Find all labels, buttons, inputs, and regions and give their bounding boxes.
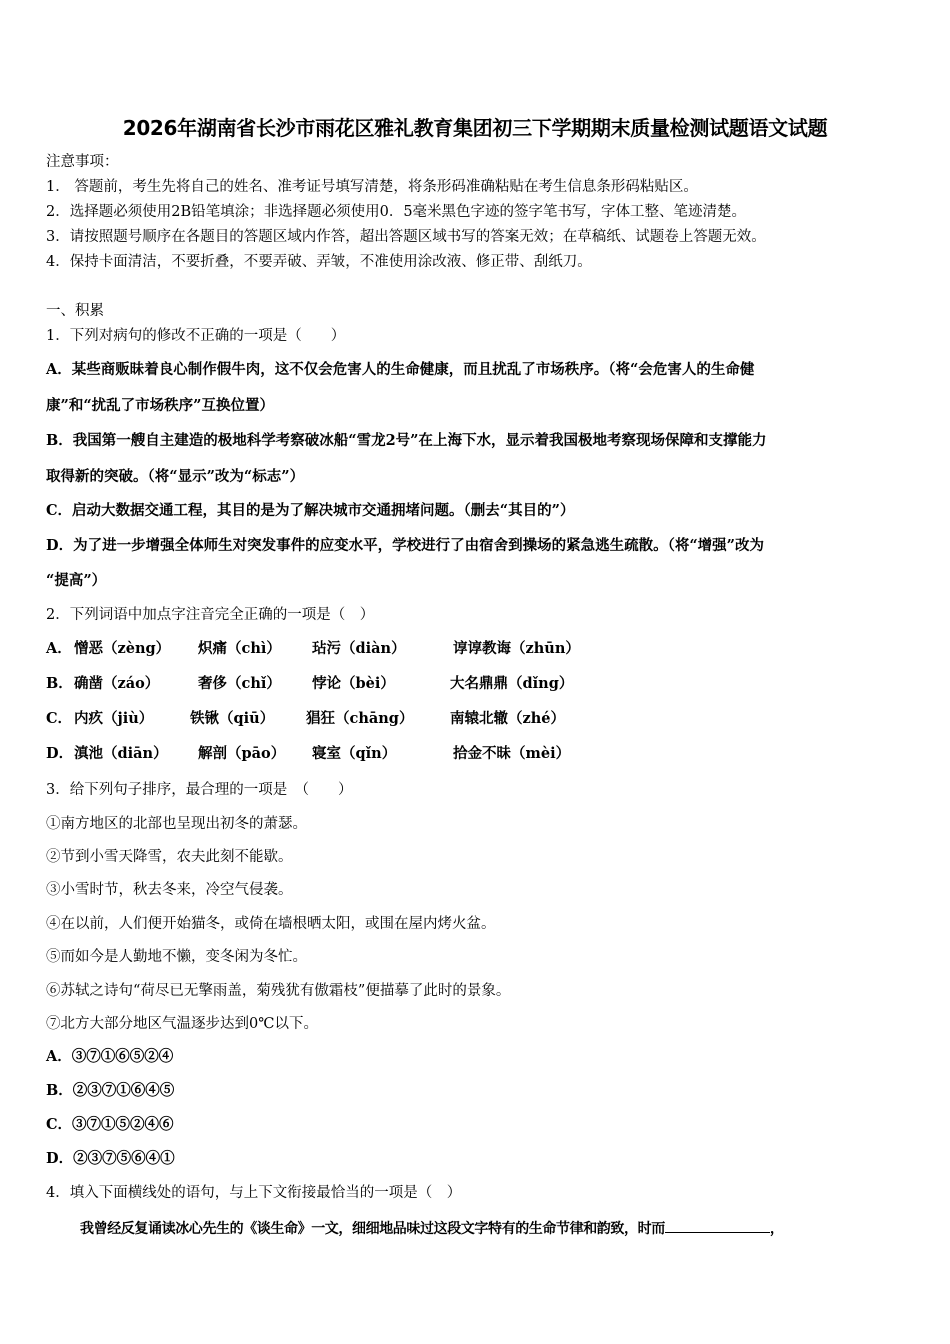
q2-word: 南辕北辙（zhé）	[450, 710, 566, 727]
q3-option-a: A．③⑦①⑥⑤②④	[46, 1048, 174, 1065]
q2-word: 憎恶（zèng）	[74, 640, 171, 657]
q3-sentence-6: ⑥苏轼之诗句“荷尽已无擎雨盖，菊残犹有傲霜枝”便描摹了此时的景象。	[46, 983, 511, 999]
notice-item-3: 3．请按照题号顺序在各题目的答题区域内作答，超出答题区域书写的答案无效；在草稿纸、试题卷上答题无效。	[46, 229, 766, 245]
q2-option-label: D．	[46, 745, 74, 762]
q1-option-b-line2: 取得新的突破。（将“显示”改为“标志”）	[46, 468, 305, 485]
notice-heading: 注意事项：	[46, 154, 119, 170]
q2-word: 拾金不昧（mèi）	[453, 745, 571, 762]
q2-word: 滇池（diān）	[74, 745, 168, 762]
q2-word: 炽痛（chì）	[198, 640, 281, 657]
q2-option-label: B．	[46, 675, 73, 692]
q1-option-c: C．启动大数据交通工程，其目的是为了解决城市交通拥堵问题。（删去“其目的”）	[46, 502, 575, 519]
q4-passage	[80, 1218, 783, 1239]
q3-sentence-4: ④在以前，人们便开始猫冬，或倚在墙根晒太阳，或围在屋内烤火盆。	[46, 916, 496, 932]
notice-item-2: 2．选择题必须使用2B铅笔填涂；非选择题必须使用0．5毫米黑色字迹的签字笔书写，字体工整、笔迹清楚。	[46, 204, 747, 220]
q1-option-d-line1: D．为了进一步增强全体师生对突发事件的应变水平，学校进行了由宿舍到操场的紧急逃生疏散。（将“增强”改为	[46, 537, 765, 554]
q3-stem: 3．给下列句子排序，最合理的一项是 （ ）	[46, 782, 353, 798]
q2-word: 铁锹（qiū）	[190, 710, 275, 727]
q4-passage-tail: ，	[769, 1221, 784, 1237]
q2-word: 确凿（záo）	[74, 675, 160, 692]
q2-word: 解剖（pāo）	[198, 745, 286, 762]
answer-blank	[665, 1218, 770, 1233]
q3-sentence-3: ③小雪时节，秋去冬来，冷空气侵袭。	[46, 882, 293, 898]
notice-item-1: 1． 答题前，考生先将自己的姓名、准考证号填写清楚，将条形码准确粘贴在考生信息条形码粘贴区。	[46, 179, 698, 195]
q2-word: 大名鼎鼎（dǐng）	[450, 675, 574, 692]
q1-stem: 1．下列对病句的修改不正确的一项是（ ）	[46, 328, 346, 344]
q2-word: 寝室（qǐn）	[312, 745, 397, 762]
q3-sentence-1: ①南方地区的北部也呈现出初冬的萧瑟。	[46, 816, 307, 832]
q3-sentence-7: ⑦北方大部分地区气温逐步达到0℃以下。	[46, 1016, 318, 1032]
q2-word: 谆谆教诲（zhūn）	[453, 640, 580, 657]
section-heading: 一、积累	[46, 303, 104, 319]
q1-option-a-line2: 康”和“扰乱了市场秩序”互换位置）	[46, 397, 275, 414]
q1-option-a-line1: A．某些商贩昧着良心制作假牛肉，这不仅会危害人的生命健康，而且扰乱了市场秩序。（将“会危害人的生命健	[46, 361, 755, 378]
q3-sentence-2: ②节到小雪天降雪，农夫此刻不能歇。	[46, 849, 293, 865]
q2-option-label: C．	[46, 710, 73, 727]
q2-word: 内疚（jiù）	[74, 710, 154, 727]
notice-item-4: 4．保持卡面清洁，不要折叠，不要弄破、弄皱，不准使用涂改液、修正带、刮纸刀。	[46, 254, 592, 270]
q4-passage-text: 我曾经反复诵读冰心先生的《谈生命》一文，细细地品味过这段文字特有的生命节律和韵致，时而	[80, 1221, 665, 1237]
q2-word: 奢侈（chǐ）	[198, 675, 281, 692]
q2-option-label: A．	[46, 640, 72, 657]
q3-sentence-5: ⑤而如今是人勤地不懒，变冬闲为冬忙。	[46, 949, 307, 965]
q2-word: 猖狂（chāng）	[306, 710, 414, 727]
page-title: 2026年湖南省长沙市雨花区雅礼教育集团初三下学期期末质量检测试题语文试题	[122, 116, 828, 140]
q3-option-c: C．③⑦①⑤②④⑥	[46, 1116, 174, 1133]
q1-option-d-line2: “提高”）	[46, 572, 107, 589]
q3-option-b: B．②③⑦①⑥④⑤	[46, 1082, 175, 1099]
q4-stem: 4．填入下面横线处的语句，与上下文衔接最恰当的一项是（ ）	[46, 1185, 462, 1201]
q3-option-d: D．②③⑦⑤⑥④①	[46, 1150, 175, 1167]
q1-option-b-line1: B．我国第一艘自主建造的极地科学考察破冰船“雪龙2号”在上海下水，显示着我国极地考察现场保障和支撑能力	[46, 432, 767, 449]
q2-word: 悖论（bèi）	[312, 675, 395, 692]
q2-word: 玷污（diàn）	[312, 640, 406, 657]
q2-stem: 2．下列词语中加点字注音完全正确的一项是（ ）	[46, 607, 375, 623]
